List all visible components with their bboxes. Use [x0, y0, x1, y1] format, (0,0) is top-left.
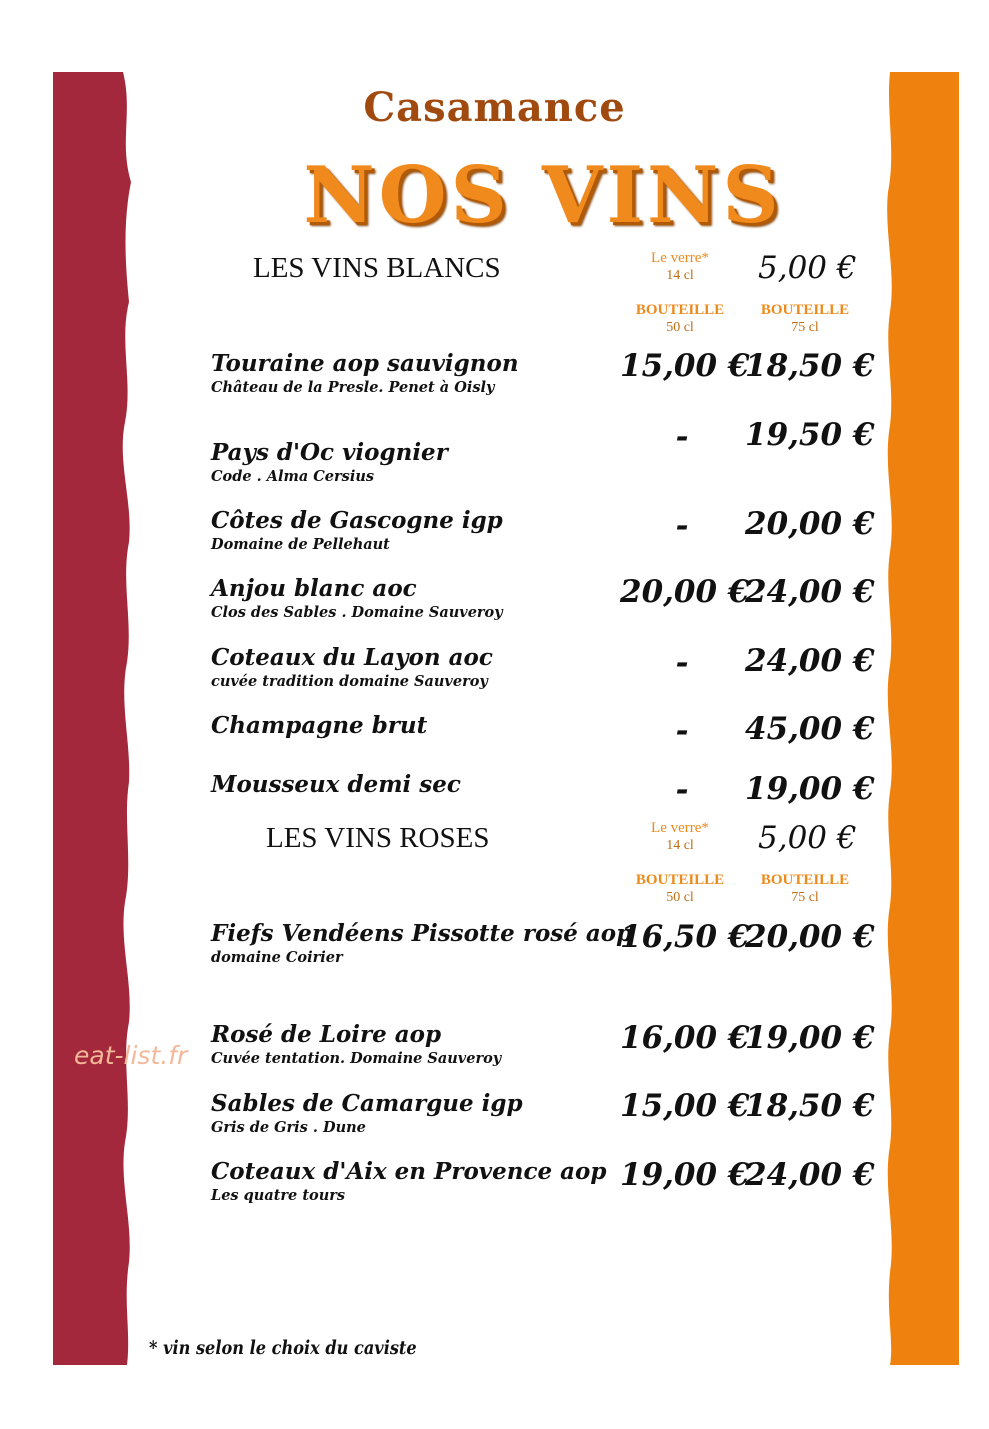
- price-75cl: 24,00 €: [745, 1157, 875, 1193]
- price-50cl: -: [675, 419, 689, 455]
- wine-detail: domaine Coirier: [211, 949, 343, 966]
- bottle-50-size-text: 50 cl: [666, 320, 694, 335]
- bottle-50-label-text: BOUTEILLE: [635, 302, 725, 318]
- wine-name: Sables de Camargue igp: [211, 1090, 523, 1117]
- price-75cl: 19,50 €: [745, 417, 875, 453]
- bottle-50-size-text: 50 cl: [666, 890, 694, 905]
- wine-name: Mousseux demi sec: [211, 771, 461, 798]
- wine-name: Fiefs Vendéens Pissotte rosé aop: [211, 920, 633, 947]
- wine-item: [211, 507, 631, 555]
- price-75cl: 45,00 €: [745, 711, 875, 747]
- price-75cl: 19,00 €: [745, 771, 875, 807]
- wine-name: Coteaux du Layon aoc: [211, 644, 493, 671]
- wine-detail: Clos des Sables . Domaine Sauveroy: [211, 604, 503, 621]
- right-decorative-band: [886, 72, 959, 1365]
- wine-item: [211, 575, 631, 623]
- bottle-75-label-roses: [745, 872, 865, 906]
- wine-detail: cuvée tradition domaine Sauveroy: [211, 673, 488, 690]
- wine-item: [211, 712, 631, 740]
- menu-title: NOS VINS: [303, 150, 783, 241]
- section-title-blancs: LES VINS BLANCS: [253, 252, 501, 284]
- wine-item: [211, 1090, 631, 1138]
- price-50cl: -: [675, 713, 689, 749]
- wine-item: [211, 771, 631, 799]
- wine-item: [211, 1021, 631, 1069]
- glass-price-blancs: 5,00 €: [758, 250, 857, 286]
- glass-label-text: Le verre*: [651, 820, 709, 836]
- price-50cl: 19,00 €: [620, 1157, 750, 1193]
- bottle-75-label-text: BOUTEILLE: [760, 302, 850, 318]
- restaurant-name: Casamance: [363, 84, 626, 131]
- wine-name: Côtes de Gascogne igp: [211, 507, 503, 534]
- wine-detail: Gris de Gris . Dune: [211, 1119, 366, 1136]
- wine-name: Coteaux d'Aix en Provence aop: [211, 1158, 607, 1185]
- bottle-50-label-text: BOUTEILLE: [635, 872, 725, 888]
- wine-detail: Code . Alma Cersius: [211, 468, 375, 485]
- price-75cl: 24,00 €: [745, 643, 875, 679]
- price-50cl: 20,00 €: [620, 574, 750, 610]
- wine-detail: Les quatre tours: [211, 1187, 346, 1204]
- wine-detail: Domaine de Pellehaut: [211, 536, 390, 553]
- price-50cl: -: [675, 772, 689, 808]
- price-50cl: -: [675, 508, 689, 544]
- price-75cl: 24,00 €: [745, 574, 875, 610]
- price-50cl: 16,00 €: [620, 1020, 750, 1056]
- glass-price-roses: 5,00 €: [758, 820, 857, 856]
- wine-item: [211, 644, 631, 692]
- price-75cl: 18,50 €: [745, 1088, 875, 1124]
- left-decorative-band: [53, 72, 133, 1365]
- price-50cl: 15,00 €: [620, 1088, 750, 1124]
- glass-label-text: Le verre*: [651, 250, 709, 266]
- wine-item: [211, 350, 631, 398]
- footnote: * vin selon le choix du caviste: [149, 1337, 417, 1359]
- glass-label-blancs: [620, 250, 740, 284]
- wine-name: Touraine aop sauvignon: [211, 350, 519, 377]
- price-50cl: 15,00 €: [620, 348, 750, 384]
- bottle-75-size-text: 75 cl: [791, 890, 819, 905]
- wine-name: Champagne brut: [211, 712, 428, 739]
- bottle-75-label-blancs: [745, 302, 865, 336]
- price-75cl: 19,00 €: [745, 1020, 875, 1056]
- wine-item: [211, 920, 631, 968]
- price-75cl: 18,50 €: [745, 348, 875, 384]
- bottle-75-size-text: 75 cl: [791, 320, 819, 335]
- price-75cl: 20,00 €: [745, 919, 875, 955]
- price-50cl: -: [675, 645, 689, 681]
- wine-item: [211, 1158, 631, 1206]
- bottle-50-label-blancs: [620, 302, 740, 336]
- price-50cl: 16,50 €: [620, 919, 750, 955]
- glass-label-roses: [620, 820, 740, 854]
- wine-detail: Château de la Presle. Penet à Oisly: [211, 379, 495, 396]
- wine-detail: Cuvée tentation. Domaine Sauveroy: [211, 1050, 502, 1067]
- bottle-75-label-text: BOUTEILLE: [760, 872, 850, 888]
- glass-size-text: 14 cl: [666, 838, 694, 853]
- watermark: eat-list.fr: [74, 1041, 188, 1070]
- price-75cl: 20,00 €: [745, 506, 875, 542]
- section-title-roses: LES VINS ROSES: [266, 822, 490, 854]
- wine-name: Pays d'Oc viognier: [211, 439, 448, 466]
- wine-name: Anjou blanc aoc: [211, 575, 417, 602]
- wine-name: Rosé de Loire aop: [211, 1021, 442, 1048]
- glass-size-text: 14 cl: [666, 268, 694, 283]
- wine-item: [211, 439, 631, 487]
- bottle-50-label-roses: [620, 872, 740, 906]
